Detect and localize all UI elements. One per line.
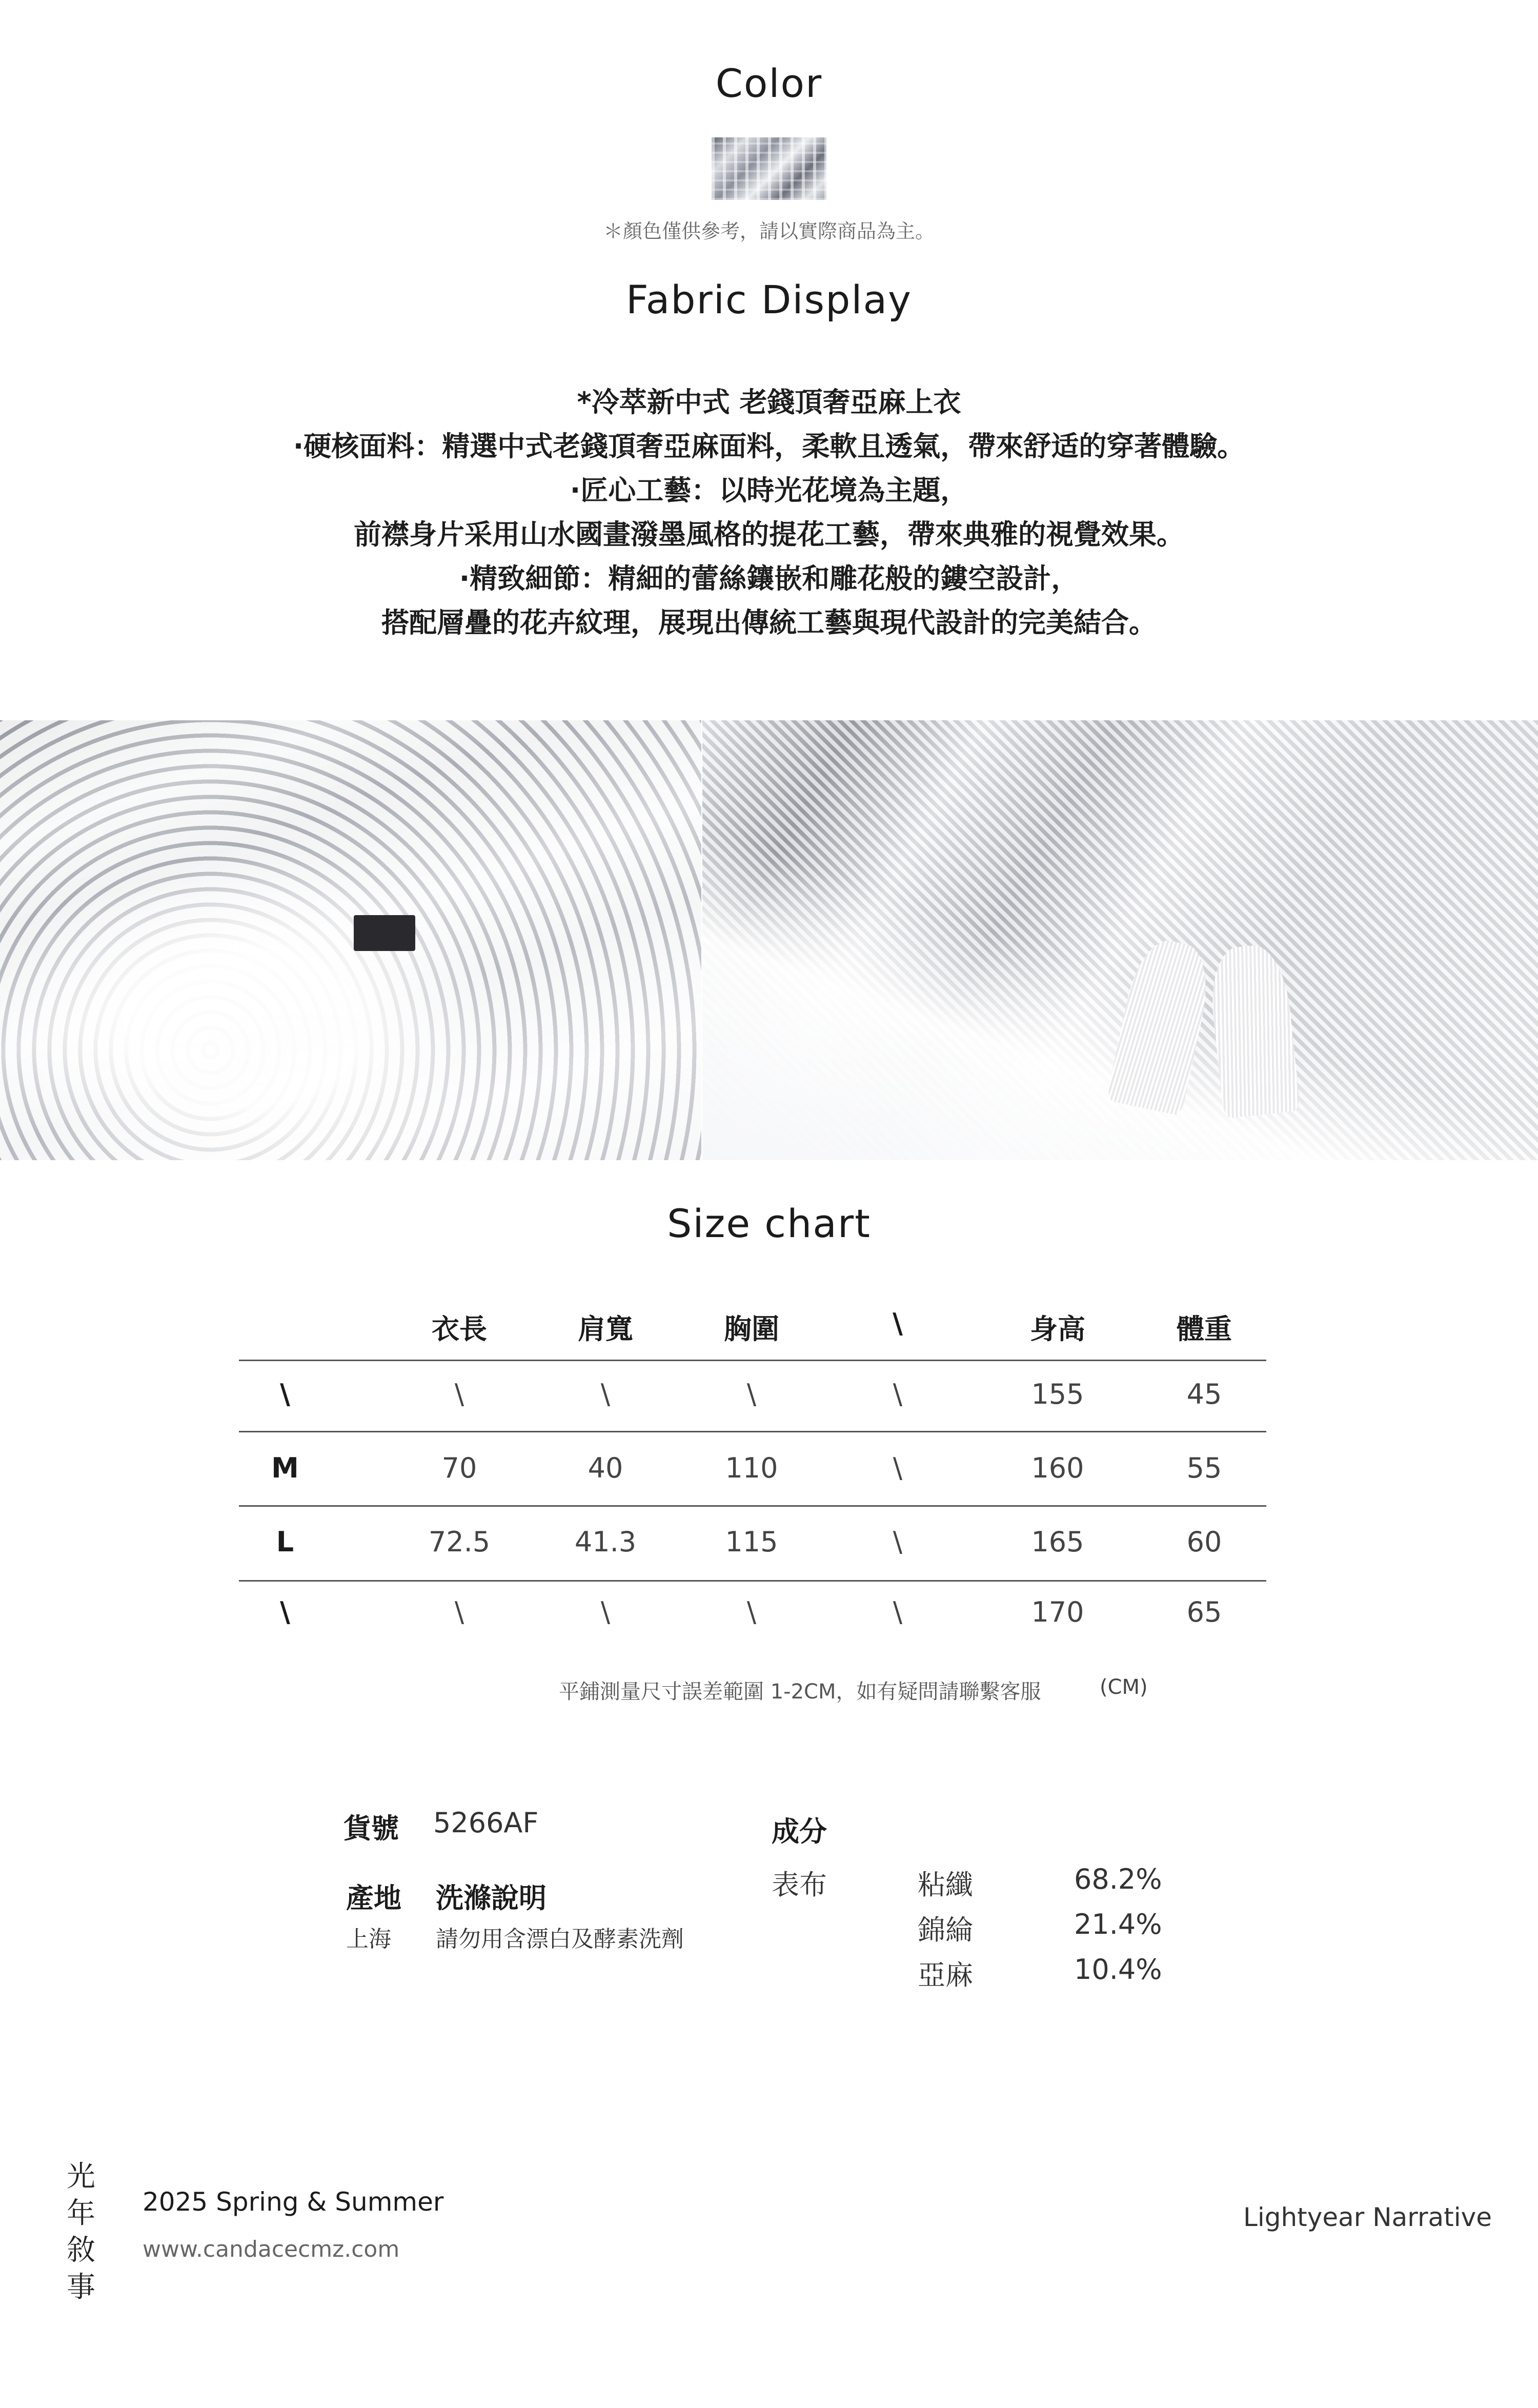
table-cell: \: [454, 1596, 464, 1628]
table-cell: \: [893, 1596, 903, 1628]
composition-part: 表布: [772, 1869, 827, 1901]
size-label: M: [271, 1452, 299, 1484]
table-cell: \: [893, 1378, 903, 1410]
table-cell: \: [746, 1378, 757, 1410]
tassel-right: [1206, 942, 1301, 1119]
brand-char: 年: [67, 2197, 95, 2230]
origin-value: 上海: [346, 1926, 391, 1952]
brand-char: 敘: [67, 2234, 95, 2267]
table-cell: 165: [1031, 1526, 1084, 1558]
description-line: ·匠心工藝：以時光花境為主題，: [570, 474, 968, 507]
material-name: 粘纖: [918, 1869, 973, 1901]
size-note: 平鋪測量尺寸誤差範圍 1-2CM，如有疑問請聯繫客服: [559, 1680, 1041, 1704]
wash-value: 請勿用含漂白及酵素洗劑: [436, 1926, 684, 1952]
table-rule: [239, 1360, 1266, 1361]
fabric-description: [0, 380, 1538, 645]
size-unit: (CM): [1100, 1675, 1148, 1699]
header-cell: \: [893, 1307, 903, 1340]
brand-vertical: [60, 2158, 102, 2306]
origin-label: 產地: [346, 1882, 401, 1914]
table-cell: 55: [1186, 1452, 1222, 1484]
tassel-left: [1106, 935, 1216, 1116]
table-cell: \: [600, 1596, 611, 1628]
table-cell: \: [746, 1596, 757, 1628]
table-cell: \: [600, 1378, 611, 1410]
table-rule: [239, 1431, 1266, 1432]
brand-char: 事: [67, 2271, 95, 2304]
table-rule: [239, 1580, 1266, 1582]
size-label: \: [280, 1596, 290, 1628]
wash-label: 洗滌說明: [436, 1882, 547, 1914]
composition-label: 成分: [772, 1815, 827, 1848]
table-cell: 45: [1186, 1378, 1222, 1410]
fabric-title: Fabric Display: [626, 277, 912, 322]
color-title: Color: [715, 60, 823, 106]
description-line: 搭配層疊的花卉紋理，展現出傳統工藝與現代設計的完美結合。: [381, 606, 1157, 639]
material-percent: 10.4%: [1074, 1953, 1162, 1986]
table-cell: 41.3: [574, 1526, 637, 1558]
table-cell: 155: [1031, 1378, 1084, 1410]
description-line: *冷萃新中式 老錢頂奢亞麻上衣: [577, 386, 961, 418]
table-cell: 65: [1186, 1596, 1222, 1628]
header-cell: 衣長: [432, 1313, 487, 1345]
description-line: ·精致細節：精細的蕾絲鑲嵌和雕花般的鏤空設計，: [459, 562, 1079, 595]
material-percent: 21.4%: [1074, 1908, 1162, 1940]
fabric-photo-sleeve[interactable]: [702, 720, 1538, 1160]
brand-char: 光: [67, 2160, 95, 2193]
header-cell: 體重: [1177, 1313, 1232, 1345]
garment-tag: [354, 915, 415, 951]
header-cell: 身高: [1030, 1313, 1085, 1345]
footer-season: 2025 Spring & Summer: [143, 2187, 444, 2217]
description-line: 前襟身片采用山水國畫潑墨風格的提花工藝，帶來典雅的視覺效果。: [354, 518, 1184, 551]
sku-value: 5266AF: [433, 1807, 539, 1839]
table-cell: \: [893, 1452, 903, 1484]
material-percent: 68.2%: [1074, 1863, 1162, 1895]
description-line: ·硬核面料：精選中式老錢頂奢亞麻面料，柔軟且透氣，帶來舒适的穿著體驗。: [293, 430, 1245, 462]
footer-brand-name: Lightyear Narrative: [1243, 2202, 1492, 2232]
table-cell: 70: [441, 1452, 477, 1484]
color-swatch[interactable]: [712, 137, 826, 200]
table-cell: 60: [1186, 1526, 1222, 1558]
material-name: 亞麻: [918, 1959, 973, 1991]
material-name: 錦綸: [918, 1914, 973, 1946]
header-cell: 肩寬: [578, 1313, 633, 1345]
table-rule: [239, 1505, 1266, 1507]
footer-website-link[interactable]: www.candacecmz.com: [143, 2236, 400, 2262]
table-cell: 160: [1031, 1452, 1084, 1484]
sku-label: 貨號: [343, 1812, 399, 1845]
table-cell: 170: [1031, 1596, 1084, 1628]
table-cell: 110: [725, 1452, 778, 1484]
table-cell: 72.5: [428, 1526, 491, 1558]
color-note: ＊顏色僅供參考，請以實際商品為主。: [603, 220, 935, 242]
table-cell: 40: [588, 1452, 623, 1484]
header-cell: 胸圍: [724, 1313, 779, 1345]
fabric-photo-collar[interactable]: [0, 720, 701, 1160]
table-cell: \: [893, 1526, 903, 1558]
table-cell: \: [454, 1378, 464, 1410]
size-label: \: [280, 1378, 290, 1410]
table-cell: 115: [725, 1526, 778, 1558]
size-label: L: [276, 1526, 294, 1558]
size-chart-title: Size chart: [667, 1201, 871, 1246]
